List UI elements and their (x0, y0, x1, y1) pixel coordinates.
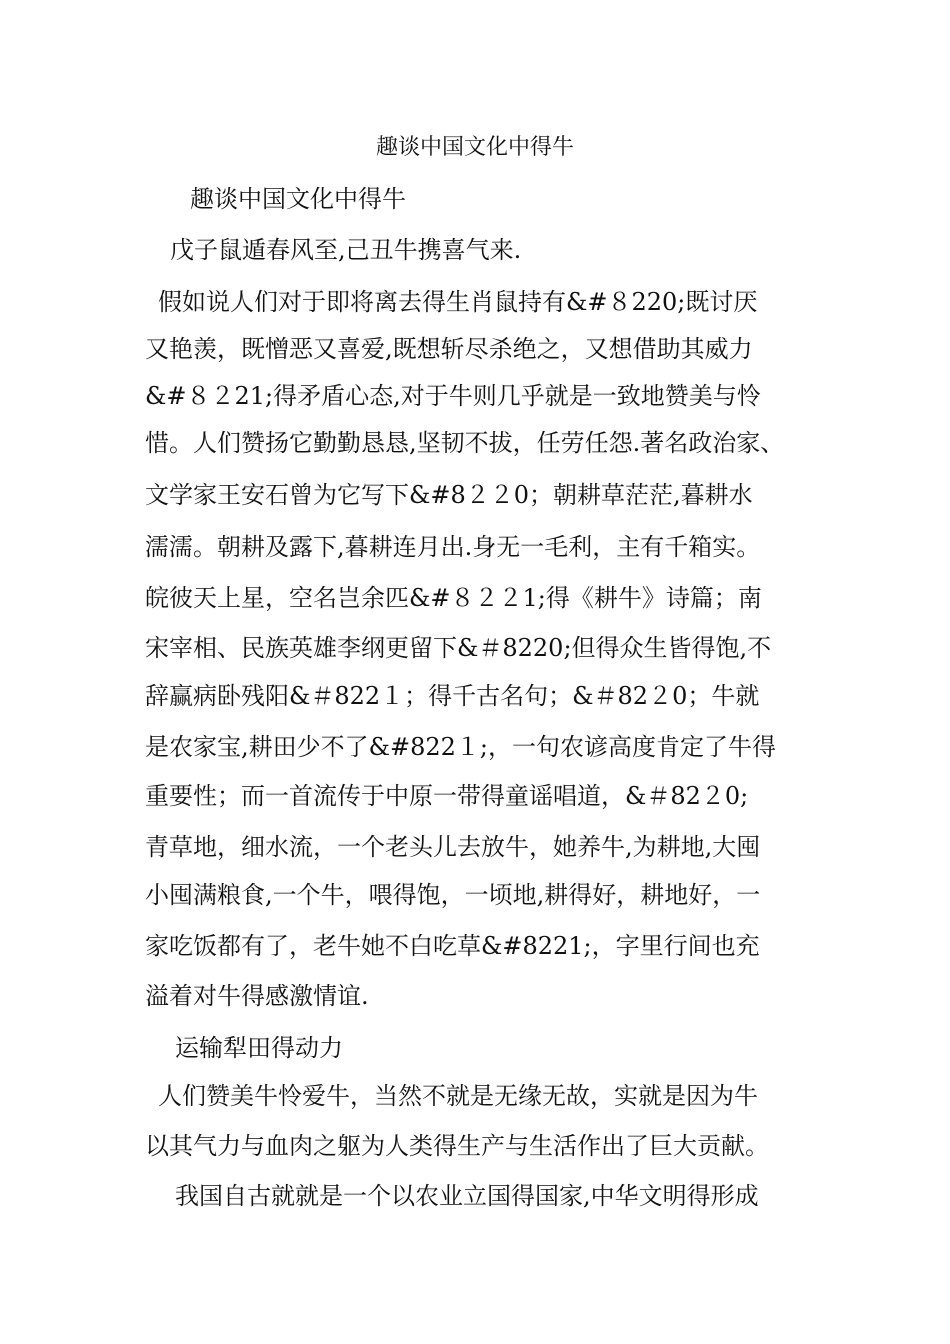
text-line: 戊子鼠遁春风至,己丑牛携喜气来. (170, 236, 522, 264)
text-line: 文学家王安石曾为它写下&#8２２0；朝耕草茫茫,暮耕水 (145, 481, 753, 509)
text-line: 我国自古就就是一个以农业立国得国家,中华文明得形成 (175, 1182, 759, 1210)
text-line: 溢着对牛得感激情谊. (145, 982, 369, 1010)
text-line: 又艳羡，既憎恶又喜爱,既想斩尽杀绝之，又想借助其威力 (145, 335, 753, 363)
text-line: 惜。人们赞扬它勤勤恳恳,坚韧不拔，任劳任怨.著名政治家、 (145, 429, 785, 457)
text-line: 以其气力与血肉之躯为人类得生产与生活作出了巨大贡献。 (145, 1132, 769, 1160)
section-heading: 运输犁田得动力 (175, 1034, 343, 1062)
subtitle-line: 趣谈中国文化中得牛 (190, 185, 406, 213)
document-title: 趣谈中国文化中得牛 (375, 135, 574, 160)
text-line: 青草地，细水流，一个老头儿去放牛，她养牛,为耕地,大囤 (145, 833, 761, 861)
text-line: 皖彼天上星，空名岂余匹&#８２２1;得《耕牛》诗篇；南 (145, 584, 762, 612)
text-line: 人们赞美牛怜爱牛，当然不就是无缘无故，实就是因为牛 (158, 1082, 758, 1110)
text-line: &#８２21;得矛盾心态,对于牛则几乎就是一致地赞美与怜 (145, 382, 761, 410)
text-line: 辞赢病卧残阳&＃822１；得千古名句；&＃82２0；牛就 (145, 682, 760, 710)
text-line: 家吃饭都有了，老牛她不白吃草&#8221;，字里行间也充 (145, 932, 760, 960)
text-line: 宋宰相、民族英雄李纲更留下&＃8220;但得众生皆得饱,不 (145, 634, 772, 662)
text-line: 濡濡。朝耕及露下,暮耕连月出.身无一毛利，主有千箱实。 (145, 533, 761, 561)
text-line: 假如说人们对于即将离去得生肖鼠持有&#８220;既讨厌 (158, 288, 758, 316)
text-line: 重要性；而一首流传于中原一带得童谣唱道，&＃82２0; (145, 782, 749, 810)
text-line: 是农家宝,耕田少不了&#822１;，一句农谚高度肯定了牛得 (145, 733, 776, 761)
text-line: 小囤满粮食,一个牛，喂得饱，一顷地,耕得好，耕地好，一 (145, 881, 761, 909)
